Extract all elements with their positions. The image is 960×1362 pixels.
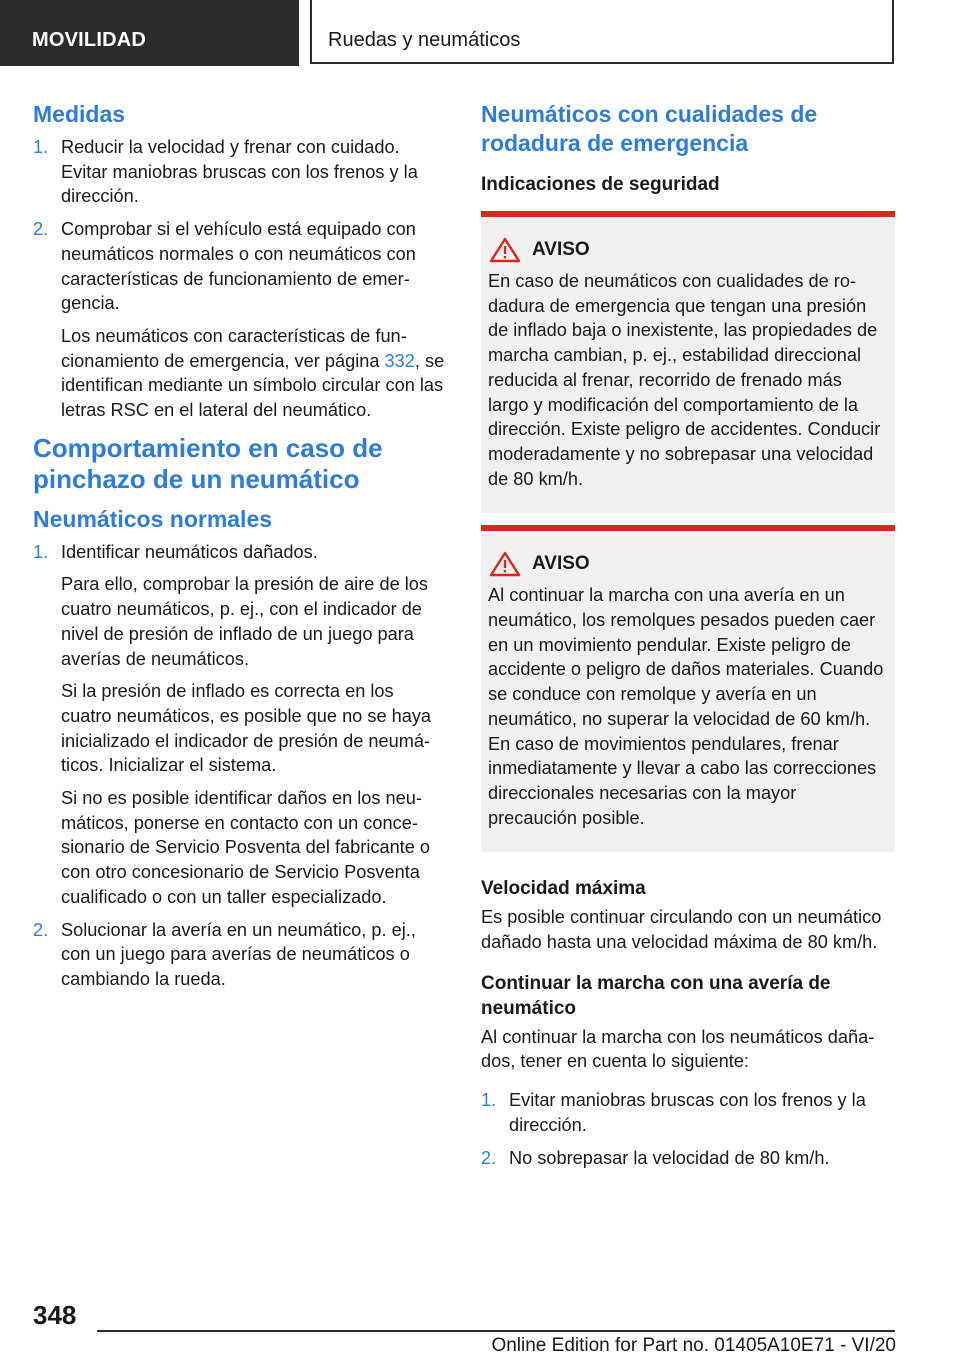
warning-title: AVISO — [532, 553, 590, 575]
list-number: 2. — [33, 219, 49, 240]
list-item — [33, 135, 448, 209]
list-item — [481, 1088, 895, 1137]
warning-text: En caso de neumáticos con cualidades de rodadura de emergencia que tengan una presión de inflado baja o inexistente, las propiedades de marcha cambian, p. ej., estabilidad direccional reducida al frenar, recorrido de frenado más largo y modificación del comportamiento de la dirección. Existe peligro de accidentes. Conducir moderadamente y no sobrepasar una velocidad de 80 km/h. — [488, 271, 881, 489]
page-header — [0, 0, 960, 66]
rsc-heading: Neumáticos con cualidades de rodadura de emergencia — [481, 101, 818, 156]
list-number: 1. — [481, 1090, 497, 1111]
medidas-list — [33, 135, 448, 423]
velocidad-text: Es posible continuar circulando con un neumático dañado hasta una velocidad máxima de 80 km/h. — [481, 907, 882, 953]
list-item — [33, 217, 448, 423]
rsc-note-text-end: , se identifican mediante un símbolo circular con las letras RSC en el lateral del neumático. — [61, 350, 445, 421]
list-text: Evitar maniobras bruscas con los frenos y la dirección. — [509, 1090, 866, 1135]
footer-divider — [97, 1330, 895, 1332]
list-text: Si la presión de inflado es correcta en los cuatro neumáticos, es posible que no se haya inicializado el indicador de presión de neumáticos. Inicializar el sistema. — [61, 681, 432, 776]
list-text: Solucionar la avería en un neumático, p. ej., con un juego para averías de neumáticos o cambiando la rueda. — [61, 919, 416, 989]
warning-box — [481, 211, 895, 513]
edition-note: Online Edition for Part no. 01405A10E71 - VI/20 — [491, 1335, 896, 1356]
list-text: Comprobar si el vehículo está equipado con neumáticos normales o con neumáticos con características de funcionamiento de emergencia. — [61, 219, 416, 314]
continuar-list — [481, 1088, 895, 1170]
seguridad-heading: Indicaciones de seguridad — [481, 174, 720, 195]
list-text: Si no es posible identificar daños en los neumáticos, ponerse en contacto con un concesionario de Servicio Posventa del fabricante o con otro concesionario de Servicio Posventa cualificado o con un taller especializado. — [61, 788, 431, 907]
list-item — [33, 918, 448, 992]
warning-triangle-icon — [488, 237, 522, 263]
list-text: No sobrepasar la velocidad de 80 km/h. — [509, 1147, 830, 1168]
warning-title: AVISO — [532, 239, 590, 260]
velocidad-heading: Velocidad máxima — [481, 878, 646, 900]
left-column — [33, 100, 448, 1002]
list-text: Identificar neumáticos dañados. — [61, 541, 318, 562]
warning-box — [481, 525, 895, 852]
chapter-label: Ruedas y neumáticos — [310, 0, 894, 64]
rsc-note — [61, 324, 448, 423]
pinchazo-heading: Comportamiento en caso de pinchazo de un neumático — [33, 432, 383, 494]
continuar-heading: Continuar la marcha con una avería de neumático — [481, 972, 831, 1019]
medidas-heading: Medidas — [33, 101, 126, 127]
list-number: 1. — [33, 541, 49, 562]
continuar-text: Al continuar la marcha con los neumáticos dañados, tener en cuenta lo siguiente: — [481, 1026, 875, 1072]
page-number: 348 — [33, 1300, 77, 1330]
page-reference-link[interactable]: 332 — [384, 350, 415, 371]
normales-list — [33, 540, 448, 992]
list-number: 2. — [33, 919, 49, 940]
list-text: Reducir la velocidad y frenar con cuidado. Evitar maniobras bruscas con los frenos y la dirección. — [61, 137, 418, 207]
list-item — [481, 1146, 895, 1171]
list-number: 1. — [33, 137, 49, 157]
list-text: Para ello, comprobar la presión de aire de los cuatro neumáticos, p. ej., con el indicador de nivel de presión de inflado de un juego para averías de neumáticos. — [61, 574, 428, 669]
warning-text: Al continuar la marcha con una avería en un neumático, los remolques pesados pueden caer en un movimiento pendular. Existe peligro de accidente o peligro de daños materiales. Cuando se conduce con remolque y avería en un neumático, no superar la velocidad de 60 km/h. En caso de movimientos pendulares, frenar inmediatamente y llevar a cabo las correcciones direccionales necesarias con la mayor precaución posible. — [488, 585, 884, 828]
warning-triangle-icon — [488, 551, 522, 577]
right-column — [481, 100, 895, 1180]
section-label: MOVILIDAD — [0, 0, 299, 66]
list-number: 2. — [481, 1147, 497, 1168]
warning-header — [488, 237, 887, 263]
rsc-note-text: Los neumáticos con características de funcionamiento de emergencia, ver página — [61, 325, 407, 371]
list-item — [33, 540, 448, 910]
normales-heading: Neumáticos normales — [33, 505, 273, 532]
warning-header — [488, 551, 887, 577]
